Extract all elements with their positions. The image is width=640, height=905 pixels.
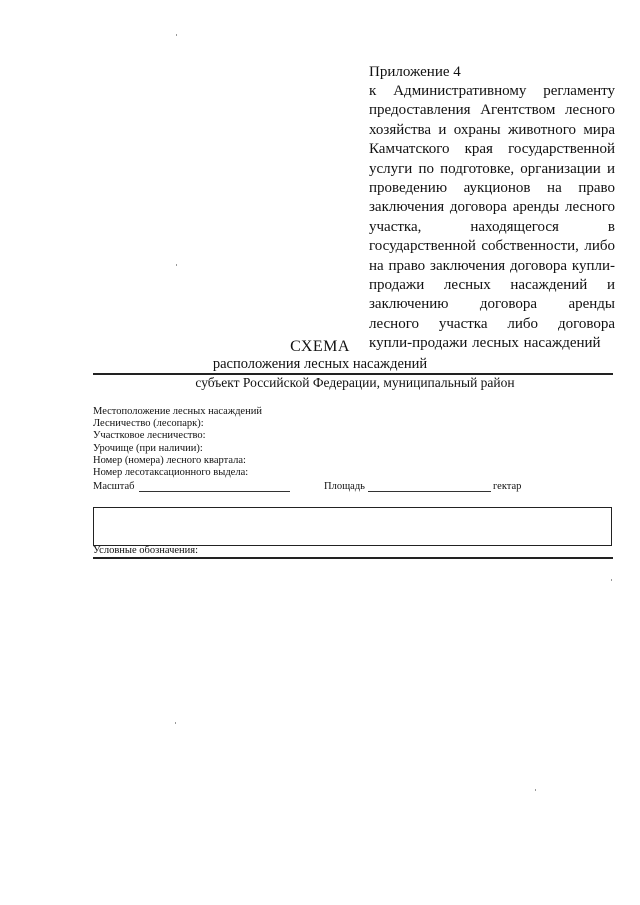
footer-rule <box>93 557 613 559</box>
appendix-title: Приложение 4 <box>369 64 461 80</box>
scan-speck <box>611 579 612 581</box>
scale-blank-line <box>139 491 290 492</box>
appendix-text: к Административному регламенту предоставления Агентством лесного хозяйства и охраны животного мира Камчатского края государственной услуги по подготовке, организации и проведению аукционов на право заключения договора аренды лесного участка, находящегося в государственной собственности, либо на право заключения договора купли-продажи лесных насаждений и заключению договора аренды лесного участка либо договора купли-продажи лесных насаждений <box>369 83 615 352</box>
field-location: Местоположение лесных насаждений <box>93 406 262 417</box>
area-unit: гектар <box>493 481 522 492</box>
area-blank-line <box>368 491 491 492</box>
field-forestry: Лесничество (лесопарк): <box>93 418 204 430</box>
scale-label: Масштаб <box>93 481 135 492</box>
field-allotment-number: Номер лесотаксационного выдела: <box>93 467 249 479</box>
scheme-title: СХЕМА <box>290 338 350 355</box>
appendix-block <box>369 63 615 354</box>
field-district-forestry: Участковое лесничество: <box>93 430 206 442</box>
area-label: Площадь <box>324 481 365 492</box>
field-quarter-number: Номер (номера) лесного квартала: <box>93 454 246 466</box>
subject-line: субъект Российской Федерации, муниципальный район <box>195 375 515 390</box>
scale-area-row <box>93 481 533 495</box>
map-box <box>93 507 612 546</box>
scan-speck <box>535 789 536 791</box>
field-tract: Урочище (при наличии): <box>93 442 203 454</box>
scheme-subtitle: расположения лесных насаждений <box>212 356 428 372</box>
legend-label: Условные обозначения: <box>93 545 199 556</box>
location-fields <box>93 406 262 479</box>
scan-speck <box>176 264 177 266</box>
scan-speck <box>175 722 176 724</box>
scan-speck <box>176 34 177 36</box>
